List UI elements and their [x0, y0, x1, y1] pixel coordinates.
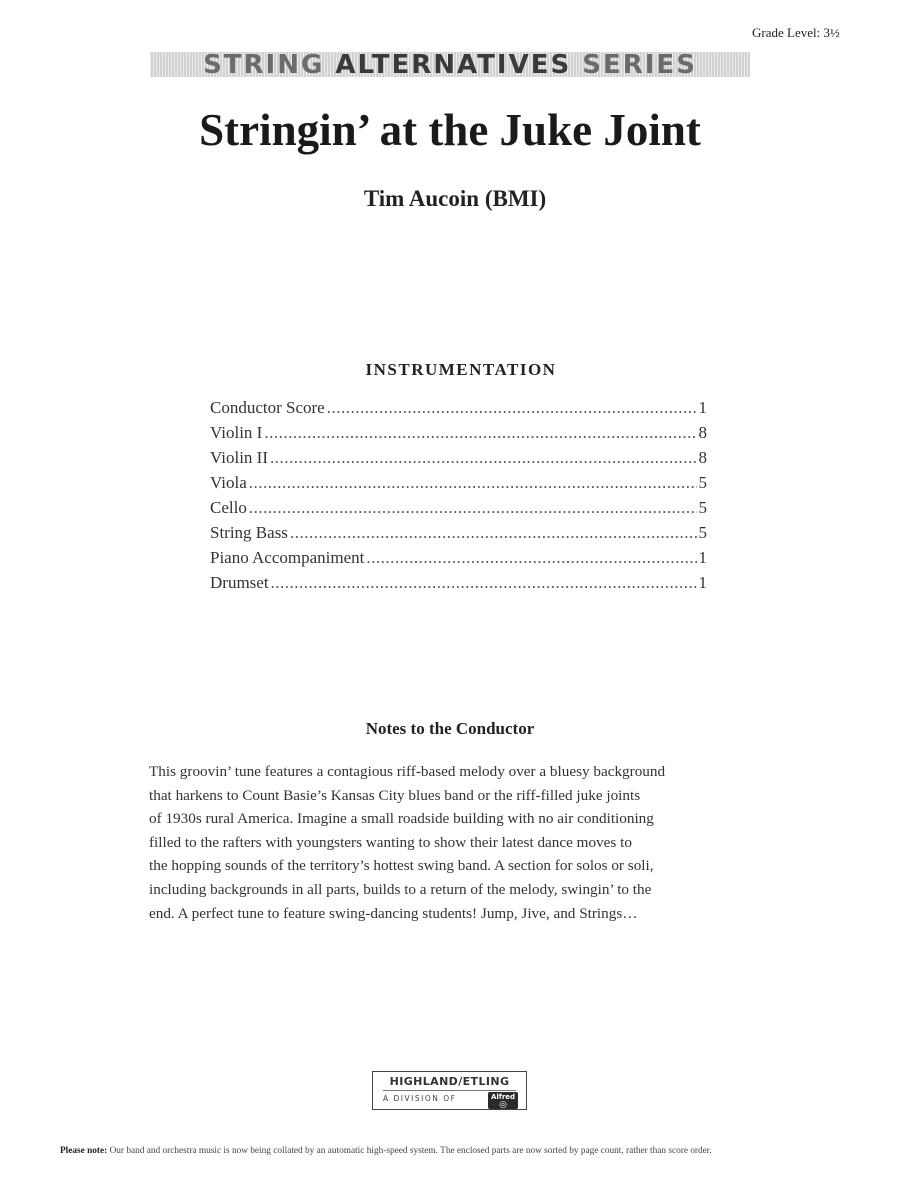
instrument-row — [210, 573, 707, 598]
instrument-name: Cello — [210, 498, 247, 517]
notes-line: of 1930s rural America. Imagine a small roadside building with no air conditioning — [149, 810, 654, 828]
alfred-logo-icon — [488, 1092, 518, 1109]
notes-line: This groovin’ tune features a contagious riff-based melody over a bluesy background — [149, 763, 666, 780]
instrument-count: 8 — [698, 423, 707, 442]
notes-line: that harkens to Count Basie’s Kansas City blues band or the riff-filled juke joints — [149, 786, 641, 804]
alfred-logo-mark: ◎ — [499, 1099, 507, 1110]
instrument-name: Drumset — [210, 573, 269, 592]
publisher-name: HIGHLAND/ETLING — [389, 1075, 510, 1088]
instrument-row — [210, 548, 707, 573]
dot-leader — [290, 523, 697, 543]
instrument-count: 1 — [698, 573, 707, 592]
dot-leader — [271, 573, 697, 593]
instrument-name: Piano Accompaniment — [210, 548, 365, 567]
notes-line: including backgrounds in all parts, builds to a return of the melody, swingin’ to the — [149, 880, 652, 898]
dot-leader — [264, 423, 696, 443]
notes-line: filled to the rafters with youngsters wanting to show their latest dance moves to — [149, 833, 632, 851]
dot-leader — [327, 398, 697, 418]
instrument-row — [210, 398, 707, 423]
instrument-count: 1 — [698, 548, 707, 567]
instrument-name: Violin II — [210, 448, 268, 467]
instrument-count: 5 — [698, 498, 707, 517]
notes-line: the hopping sounds of the territory’s hottest swing band. A section for solos or soli, — [149, 857, 654, 875]
instrumentation-list — [210, 398, 707, 598]
notes-heading: Notes to the Conductor — [365, 719, 535, 738]
footer-note-lead: Please note: — [60, 1146, 108, 1156]
dot-leader — [249, 498, 697, 518]
footer-note — [60, 1146, 850, 1156]
alfred-logo-text: Alfred — [490, 1092, 516, 1101]
publisher-division: A DIVISION OF — [383, 1094, 457, 1103]
composer: Tim Aucoin (BMI) — [363, 186, 547, 211]
dot-leader — [249, 473, 697, 493]
series-title — [150, 49, 750, 80]
notes-line: end. A perfect tune to feature swing-dancing students! Jump, Jive, and Strings… — [149, 904, 638, 922]
publisher-divider — [383, 1090, 516, 1091]
instrument-count: 5 — [698, 523, 707, 542]
instrument-count: 5 — [698, 473, 707, 492]
series-suffix: SERIES — [582, 49, 697, 80]
instrument-name: Conductor Score — [210, 398, 325, 417]
publisher-logo — [372, 1071, 527, 1110]
grade-level: Grade Level: 3½ — [752, 25, 840, 40]
instrument-row — [210, 473, 707, 498]
dot-leader — [270, 448, 697, 468]
footer-note-text: Our band and orchestra music is now being collated by an automatic high-speed system. The enclosed parts are now sorted by page count, rather than score order. — [107, 1146, 712, 1156]
instrument-name: Viola — [210, 473, 247, 492]
series-prefix: STRING — [203, 49, 325, 80]
instrument-row — [210, 423, 707, 448]
dot-leader — [366, 548, 696, 568]
piece-title: Stringin’ at the Juke Joint — [199, 105, 701, 155]
series-middle: ALTERNATIVES — [335, 49, 572, 80]
notes-paragraph — [149, 760, 774, 925]
instrument-count: 1 — [698, 398, 707, 417]
instrument-row — [210, 448, 707, 473]
instrumentation-heading: INSTRUMENTATION — [365, 360, 557, 379]
instrument-row — [210, 523, 707, 548]
series-banner — [150, 49, 750, 80]
instrument-count: 8 — [698, 448, 707, 467]
instrument-name: String Bass — [210, 523, 288, 542]
instrument-name: Violin I — [210, 423, 263, 442]
instrument-row — [210, 498, 707, 523]
